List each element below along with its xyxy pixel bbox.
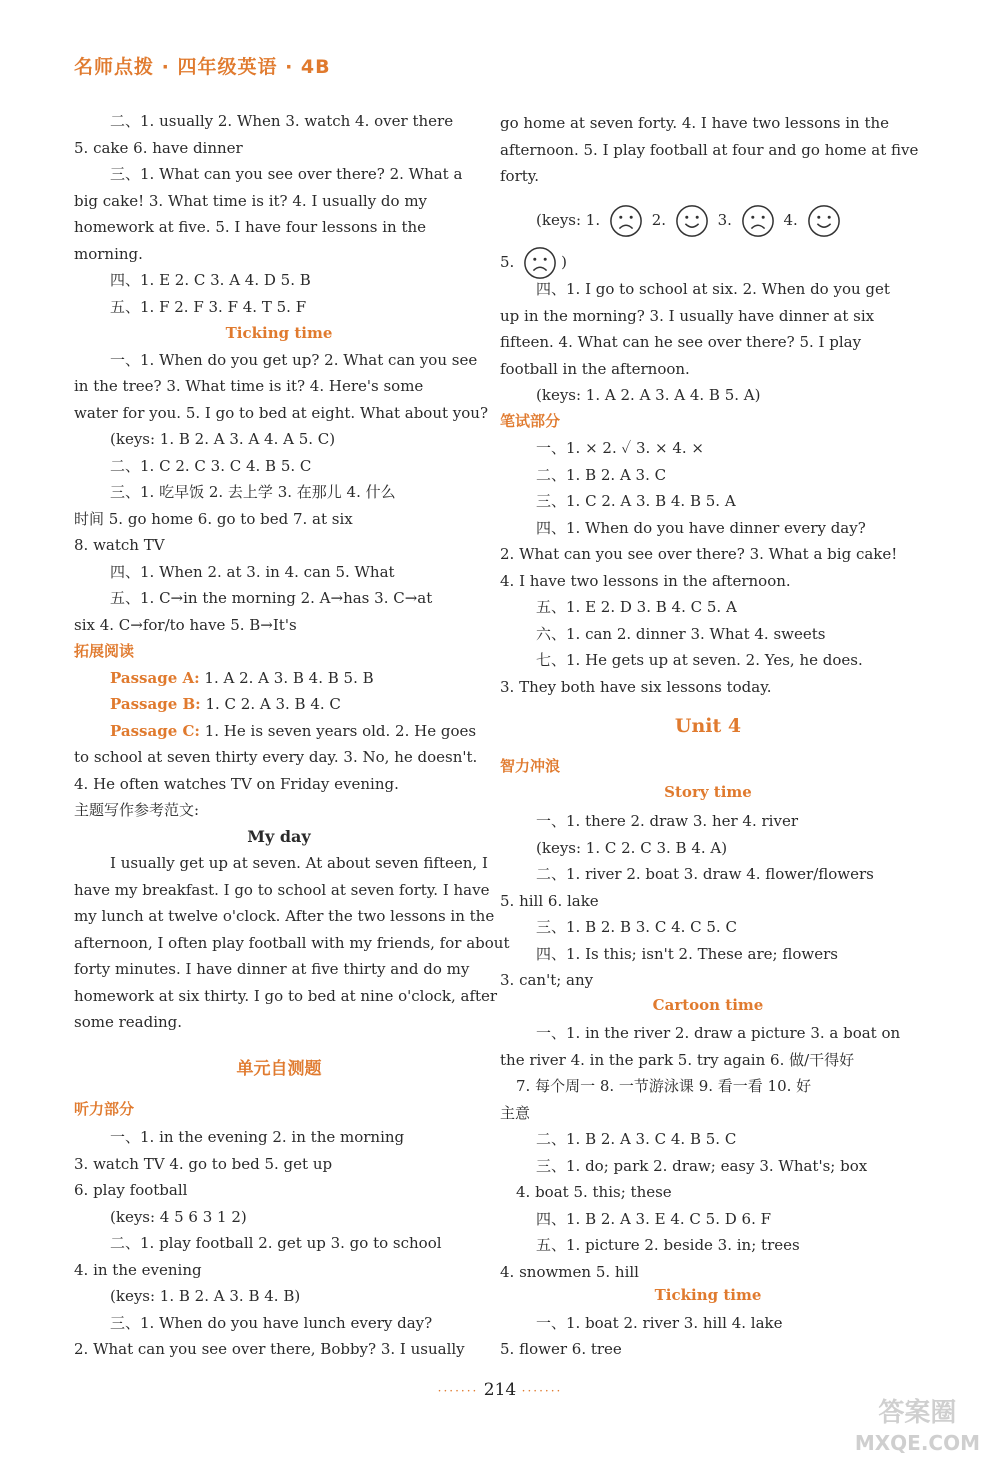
answer-line: afternoon. 5. I play football at four and go home at five	[500, 140, 919, 159]
sad-face-icon	[609, 204, 643, 238]
page-header: 名师点拨 · 四年级英语 · 4B	[74, 56, 331, 78]
answer-line: in the tree? 3. What time is it? 4. Here's some	[74, 377, 424, 395]
answer-line: 四、1. B 2. A 3. E 4. C 5. D 6. F	[536, 1209, 772, 1228]
answer-line: 一、1. in the river 2. draw a picture 3. a boat on	[536, 1024, 901, 1042]
answer-line: 一、1. When do you get up? 2. What can you see	[110, 350, 478, 369]
footer-dots: ·······	[437, 1384, 479, 1398]
answer-line: to school at seven thirty every day. 3. No, he doesn't.	[74, 748, 478, 766]
essay-line: homework at six thirty. I go to bed at nine o'clock, after	[74, 986, 498, 1005]
section-heading: 笔试部分	[500, 412, 561, 430]
answer-line: 二、1. usually 2. When 3. watch 4. over there	[110, 112, 454, 130]
sad-face-icon	[741, 204, 775, 238]
essay-line: afternoon, I often play football with my friends, for about	[74, 933, 510, 952]
passage-label: Passage B:	[110, 695, 201, 713]
section-heading: 智力冲浪	[500, 757, 561, 775]
writing-label: 主题写作参考范文:	[74, 801, 200, 819]
answer-line: the river 4. in the park 5. try again 6. 做/干得好	[500, 1050, 855, 1069]
answer-line: 5. hill 6. lake	[500, 891, 599, 910]
keys-faces-line	[500, 204, 952, 238]
watermark-text: 答案圈	[878, 1398, 957, 1428]
page-footer	[0, 1380, 1000, 1400]
answer-line: 3. can't; any	[500, 971, 594, 989]
answer-line: 三、1. B 2. B 3. C 4. C 5. C	[536, 918, 737, 936]
essay-line: I usually get up at seven. At about seven fifteen, I	[110, 854, 488, 872]
essay-line: have my breakfast. I go to school at seven forty. I have	[74, 880, 490, 899]
answer-line: 二、1. C 2. C 3. C 4. B 5. C	[110, 456, 312, 475]
subsection-title: Cartoon time	[652, 996, 764, 1014]
answer-line: 8. watch TV	[74, 536, 165, 554]
answer-line: 五、1. E 2. D 3. B 4. C 5. A	[536, 598, 737, 616]
answer-line	[74, 665, 520, 691]
keys-label: 2.	[651, 211, 666, 229]
unit-title: Unit 4	[674, 715, 742, 737]
answer-line: 五、1. F 2. F 3. F 4. T 5. F	[110, 297, 307, 316]
answer-line: 一、1. there 2. draw 3. her 4. river	[536, 812, 798, 830]
answer-line: 三、1. C 2. A 3. B 4. B 5. A	[536, 492, 736, 510]
passage-answers: 1. He is seven years old. 2. He goes	[204, 721, 477, 740]
answer-line: 主意	[500, 1103, 531, 1122]
answer-line: (keys: 1. B 2. A 3. A 4. A 5. C)	[110, 430, 336, 448]
answer-line: 六、1. can 2. dinner 3. What 4. sweets	[536, 624, 826, 643]
answer-line: football in the afternoon.	[500, 359, 690, 378]
answer-line: 三、1. do; park 2. draw; easy 3. What's; box	[536, 1156, 868, 1175]
answer-line: 4. boat 5. this; these	[516, 1183, 672, 1201]
answer-line: 二、1. play football 2. get up 3. go to school	[110, 1234, 442, 1252]
subsection-title: Story time	[664, 783, 752, 801]
answer-line: (keys: 4 5 6 3 1 2)	[110, 1207, 247, 1226]
subsection-title: Ticking time	[654, 1286, 762, 1304]
essay-line: my lunch at twelve o'clock. After the two lessons in the	[74, 907, 495, 925]
answer-line: 4. He often watches TV on Friday evening.	[74, 774, 399, 793]
happy-face-icon	[807, 204, 841, 238]
answer-line: 四、1. When do you have dinner every day?	[536, 518, 866, 537]
answer-line: 2. What can you see over there, Bobby? 3. I usually	[74, 1340, 465, 1358]
answer-line: 四、1. I go to school at six. 2. When do you get	[536, 280, 890, 298]
answer-line: fifteen. 4. What can he see over there? 5. I play	[500, 333, 862, 351]
answer-line: (keys: 1. A 2. A 3. A 4. B 5. A)	[536, 386, 761, 404]
passage-label: Passage A:	[110, 668, 200, 687]
answer-line: big cake! 3. What time is it? 4. I usually do my	[74, 191, 428, 210]
answer-line: 二、1. B 2. A 3. C	[536, 465, 667, 484]
answer-line: six 4. C→for/to have 5. B→It's	[74, 615, 297, 634]
essay-line: some reading.	[74, 1013, 183, 1031]
answer-line: up in the morning? 3. I usually have dinner at six	[500, 306, 875, 325]
answer-line: water for you. 5. I go to bed at eight. What about you?	[74, 403, 488, 422]
watermark-text: MXQE.COM	[854, 1431, 980, 1455]
answer-line: 四、1. When 2. at 3. in 4. can 5. What	[110, 562, 395, 581]
answer-line: 四、1. E 2. C 3. A 4. D 5. B	[110, 271, 311, 289]
answer-line: 4. in the evening	[74, 1260, 202, 1279]
section-heading: 听力部分	[74, 1100, 135, 1118]
answer-line: 4. snowmen 5. hill	[500, 1262, 639, 1281]
keys-label: 4.	[783, 211, 798, 229]
keys-label: (keys: 1.	[536, 211, 601, 229]
answer-line: 2. What can you see over there? 3. What a big cake!	[500, 545, 898, 563]
passage-answers: 1. A 2. A 3. B 4. B 5. B	[204, 668, 374, 687]
answer-line: (keys: 1. C 2. C 3. B 4. A)	[536, 838, 728, 857]
answer-line: go home at seven forty. 4. I have two lessons in the	[500, 114, 890, 132]
keys-label: )	[561, 253, 567, 271]
answer-line: morning.	[74, 244, 143, 263]
answer-line	[74, 691, 520, 717]
answer-line: 5. flower 6. tree	[500, 1340, 622, 1358]
section-heading: 拓展阅读	[74, 642, 135, 660]
answer-line: 四、1. Is this; isn't 2. These are; flowers	[536, 944, 838, 963]
answer-line: 七、1. He gets up at seven. 2. Yes, he does.	[536, 651, 863, 669]
unit-test-title: 单元自测题	[236, 1059, 322, 1079]
essay-title: My day	[247, 826, 311, 846]
answer-line: 三、1. What can you see over there? 2. What a	[110, 165, 463, 183]
answer-line: 时间 5. go home 6. go to bed 7. at six	[74, 509, 353, 528]
answer-line: homework at five. 5. I have four lessons in the	[74, 218, 427, 236]
answer-line: 一、1. × 2. ✓ 3. × 4. ×	[536, 439, 705, 457]
answer-line: 7. 每个周一 8. 一节游泳课 9. 看一看 10. 好	[516, 1077, 812, 1095]
answer-line: 五、1. C→in the morning 2. A→has 3. C→at	[110, 589, 433, 607]
answer-line: 五、1. picture 2. beside 3. in; trees	[536, 1236, 800, 1254]
answer-line: 二、1. river 2. boat 3. draw 4. flower/flowers	[536, 865, 874, 883]
answer-line: (keys: 1. B 2. A 3. B 4. B)	[110, 1287, 301, 1305]
passage-answers: 1. C 2. A 3. B 4. C	[205, 695, 341, 713]
answer-line: forty.	[500, 167, 540, 185]
keys-label: 3.	[717, 211, 732, 229]
footer-dots: ·······	[521, 1384, 563, 1398]
answer-line: 3. They both have six lessons today.	[500, 677, 772, 696]
answer-line: 三、1. 吃早饭 2. 去上学 3. 在那儿 4. 什么	[110, 483, 396, 501]
answer-line: 二、1. B 2. A 3. C 4. B 5. C	[536, 1130, 737, 1148]
answer-line: 一、1. in the evening 2. in the morning	[110, 1128, 405, 1146]
watermark-logo	[855, 1398, 980, 1458]
page-number: 214	[483, 1380, 517, 1400]
keys-label: 5.	[500, 253, 515, 271]
passage-label: Passage C:	[110, 721, 200, 740]
answer-line	[74, 718, 520, 744]
answer-line: 6. play football	[74, 1181, 188, 1199]
essay-line: forty minutes. I have dinner at five thirty and do my	[74, 960, 470, 978]
answer-line: 三、1. When do you have lunch every day?	[110, 1313, 433, 1332]
answer-line: 3. watch TV 4. go to bed 5. get up	[74, 1154, 333, 1173]
answer-line: 5. cake 6. have dinner	[74, 138, 243, 157]
happy-face-icon	[675, 204, 709, 238]
answer-line: 一、1. boat 2. river 3. hill 4. lake	[536, 1313, 783, 1332]
subsection-title: Ticking time	[225, 324, 333, 342]
keys-faces-line	[500, 246, 916, 280]
answer-line: 4. I have two lessons in the afternoon.	[500, 571, 791, 590]
sad-face-icon	[523, 246, 557, 280]
